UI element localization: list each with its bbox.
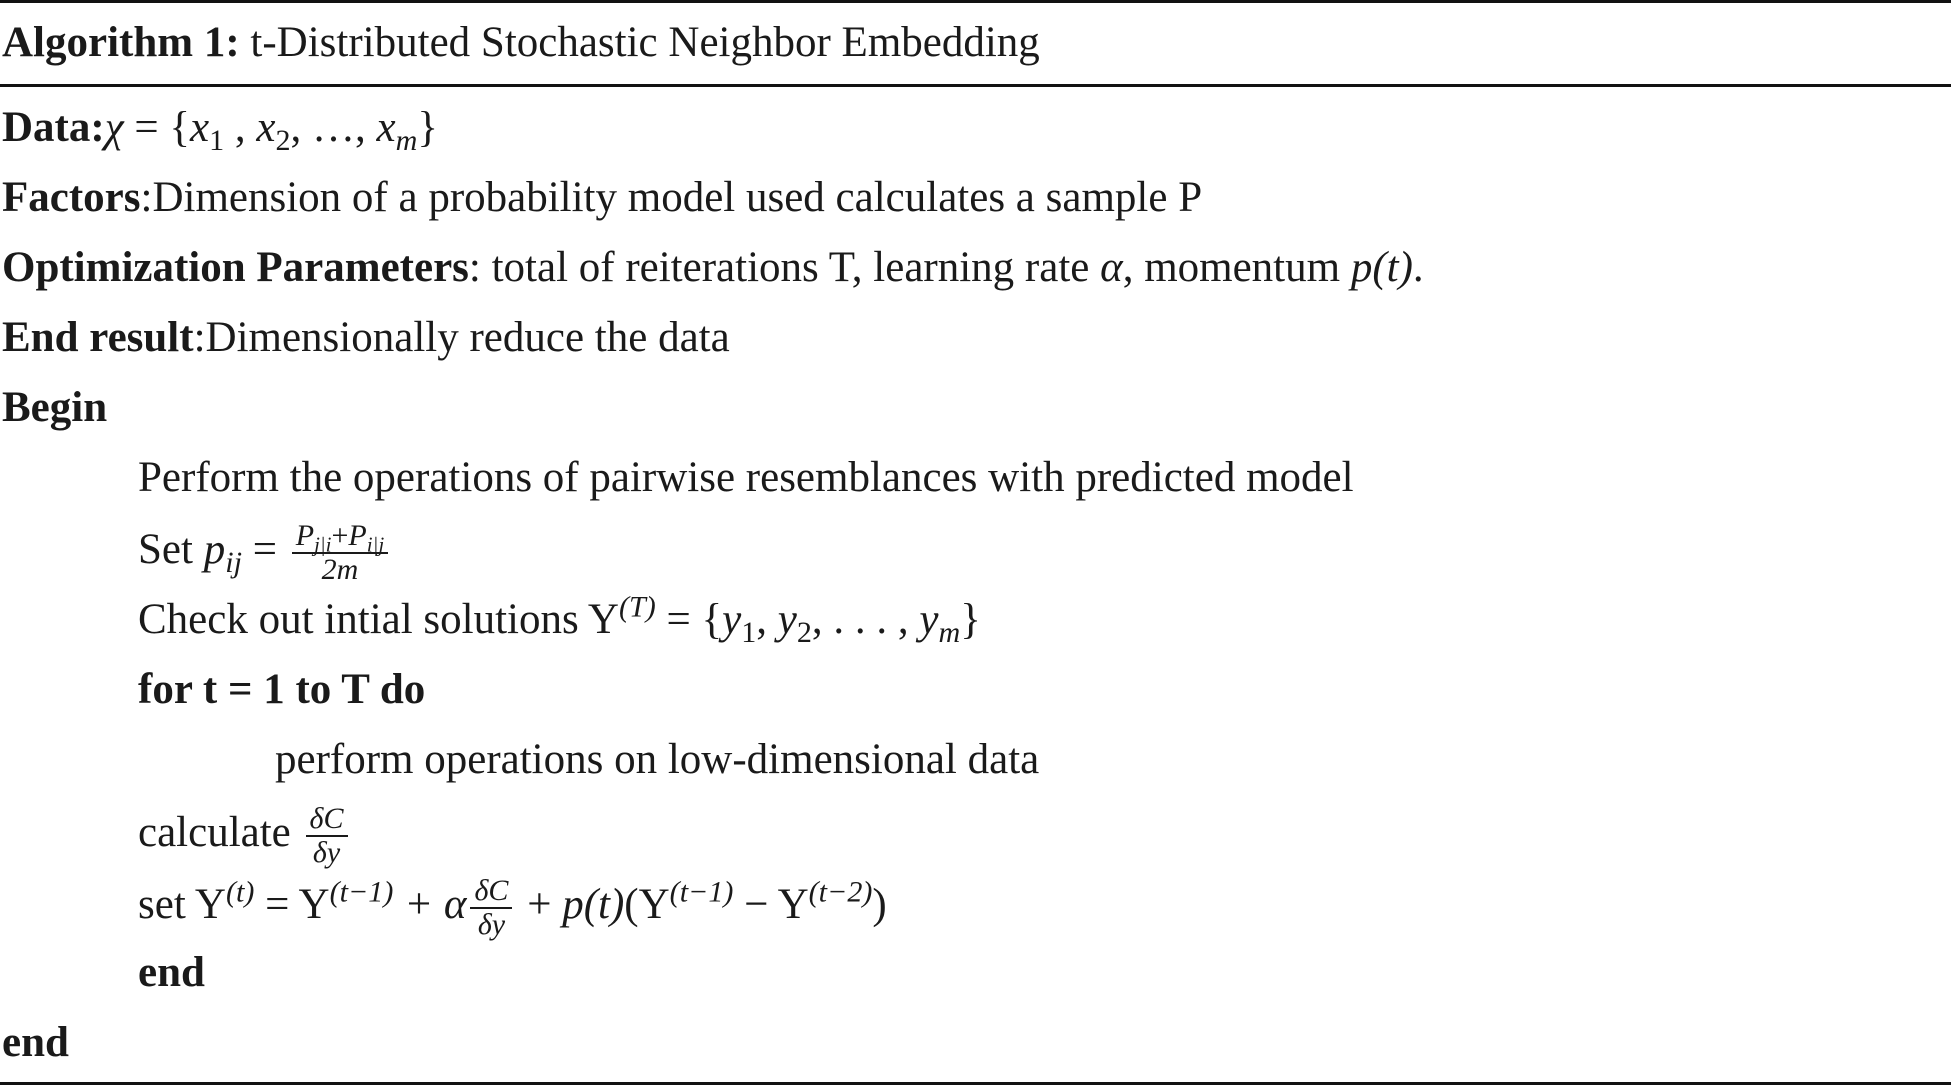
initial-prefix: Check out intial solutions Y bbox=[138, 596, 619, 643]
factors-text: :Dimension of a probability model used calculates a sample P bbox=[140, 174, 1203, 221]
update-p-t: p(t) bbox=[562, 880, 625, 928]
set-open: = { bbox=[123, 104, 191, 151]
x-sub-m: m bbox=[395, 123, 418, 158]
set-prefix: Set bbox=[138, 525, 204, 573]
update-sup-t2: (t−2) bbox=[808, 874, 873, 909]
algorithm-label: Algorithm 1: bbox=[2, 19, 240, 66]
optimization-period: . bbox=[1412, 244, 1424, 291]
gradient-numerator: δC bbox=[306, 803, 348, 837]
y-var-m: y bbox=[919, 596, 939, 643]
step-update bbox=[138, 875, 887, 941]
algorithm-header bbox=[2, 18, 1040, 68]
pij-denominator: 2m bbox=[321, 553, 359, 586]
p-sub-ij: ij bbox=[225, 544, 242, 579]
update-paren-close: ) bbox=[872, 880, 887, 928]
set-close: } bbox=[417, 104, 439, 151]
gradient-fraction bbox=[306, 803, 348, 869]
alpha-symbol: α bbox=[1100, 244, 1123, 291]
P-var-a: P bbox=[295, 519, 315, 552]
end-result-text: :Dimensionally reduce the data bbox=[193, 314, 730, 361]
P-sub-b: i|j bbox=[366, 532, 385, 557]
y-sub-2: 2 bbox=[796, 615, 812, 650]
update-sup-t1b: (t−1) bbox=[669, 874, 734, 909]
pij-fraction bbox=[292, 520, 388, 586]
optimization-label: Optimization Parameters bbox=[2, 244, 469, 291]
step-set-pij bbox=[138, 520, 392, 586]
comma-1: , bbox=[224, 104, 257, 151]
algorithm-title: t-Distributed Stochastic Neighbor Embedding bbox=[250, 19, 1040, 66]
y-sub-m: m bbox=[938, 615, 961, 650]
gradient-denominator: δy bbox=[312, 836, 341, 869]
x-var-m: x bbox=[376, 104, 396, 151]
begin-keyword: Begin bbox=[2, 384, 108, 431]
update-plus-p: + bbox=[516, 880, 563, 928]
update-eq: = Y bbox=[254, 880, 330, 928]
factors-line bbox=[2, 173, 1202, 223]
chi-symbol: χ bbox=[104, 104, 124, 151]
y-sub-1: 1 bbox=[741, 615, 757, 650]
y-comma-2: , . . . , bbox=[811, 596, 920, 643]
update-sup-t: (t) bbox=[225, 874, 255, 909]
end-inner-keyword: end bbox=[138, 949, 205, 996]
end-result-line bbox=[2, 313, 730, 363]
plus-sign: + bbox=[331, 519, 349, 552]
update-fraction bbox=[470, 875, 512, 941]
optimization-text-a: : total of reiterations T, learning rate bbox=[468, 244, 1101, 291]
header-rule bbox=[0, 84, 1951, 87]
P-var-b: P bbox=[348, 519, 367, 552]
data-label: Data: bbox=[2, 104, 105, 151]
x-sub-1: 1 bbox=[209, 123, 225, 158]
step-calculate bbox=[138, 803, 352, 869]
x-sub-2: 2 bbox=[275, 123, 291, 158]
P-sub-a: j|i bbox=[314, 532, 332, 557]
initial-eq: = { bbox=[655, 596, 723, 643]
y-var-2: y bbox=[777, 596, 797, 643]
p-var: p bbox=[203, 525, 226, 573]
step-initial bbox=[138, 589, 981, 650]
data-line bbox=[2, 103, 439, 158]
x-var-1: x bbox=[190, 104, 210, 151]
initial-close: } bbox=[960, 596, 981, 643]
x-var-2: x bbox=[256, 104, 276, 151]
optimization-text-b: , momentum bbox=[1122, 244, 1351, 291]
update-minus: − Y bbox=[733, 880, 809, 928]
update-prefix: set Y bbox=[138, 880, 226, 928]
update-plus-alpha: + α bbox=[393, 880, 467, 928]
update-denominator: δy bbox=[477, 908, 506, 941]
step-pairwise: Perform the operations of pairwise resemblances with predicted model bbox=[138, 454, 1354, 501]
equals: = bbox=[241, 525, 288, 573]
calculate-prefix: calculate bbox=[138, 808, 302, 856]
factors-label: Factors bbox=[2, 174, 141, 221]
momentum-symbol: p(t) bbox=[1350, 244, 1413, 291]
pij-numerator bbox=[292, 519, 388, 557]
top-rule bbox=[0, 0, 1951, 3]
y-comma-1: , bbox=[756, 596, 778, 643]
initial-sup: (T) bbox=[618, 589, 656, 624]
update-paren-open: (Y bbox=[624, 880, 670, 928]
comma-2: , …, bbox=[290, 104, 377, 151]
update-numerator: δC bbox=[470, 875, 512, 909]
update-sup-t1: (t−1) bbox=[329, 874, 394, 909]
step-low-dim: perform operations on low-dimensional data bbox=[275, 736, 1040, 783]
end-outer-keyword: end bbox=[2, 1019, 69, 1066]
y-var-1: y bbox=[722, 596, 742, 643]
optimization-line bbox=[2, 243, 1424, 293]
for-loop-header: for t = 1 to T do bbox=[138, 666, 426, 713]
end-result-label: End result bbox=[2, 314, 194, 361]
